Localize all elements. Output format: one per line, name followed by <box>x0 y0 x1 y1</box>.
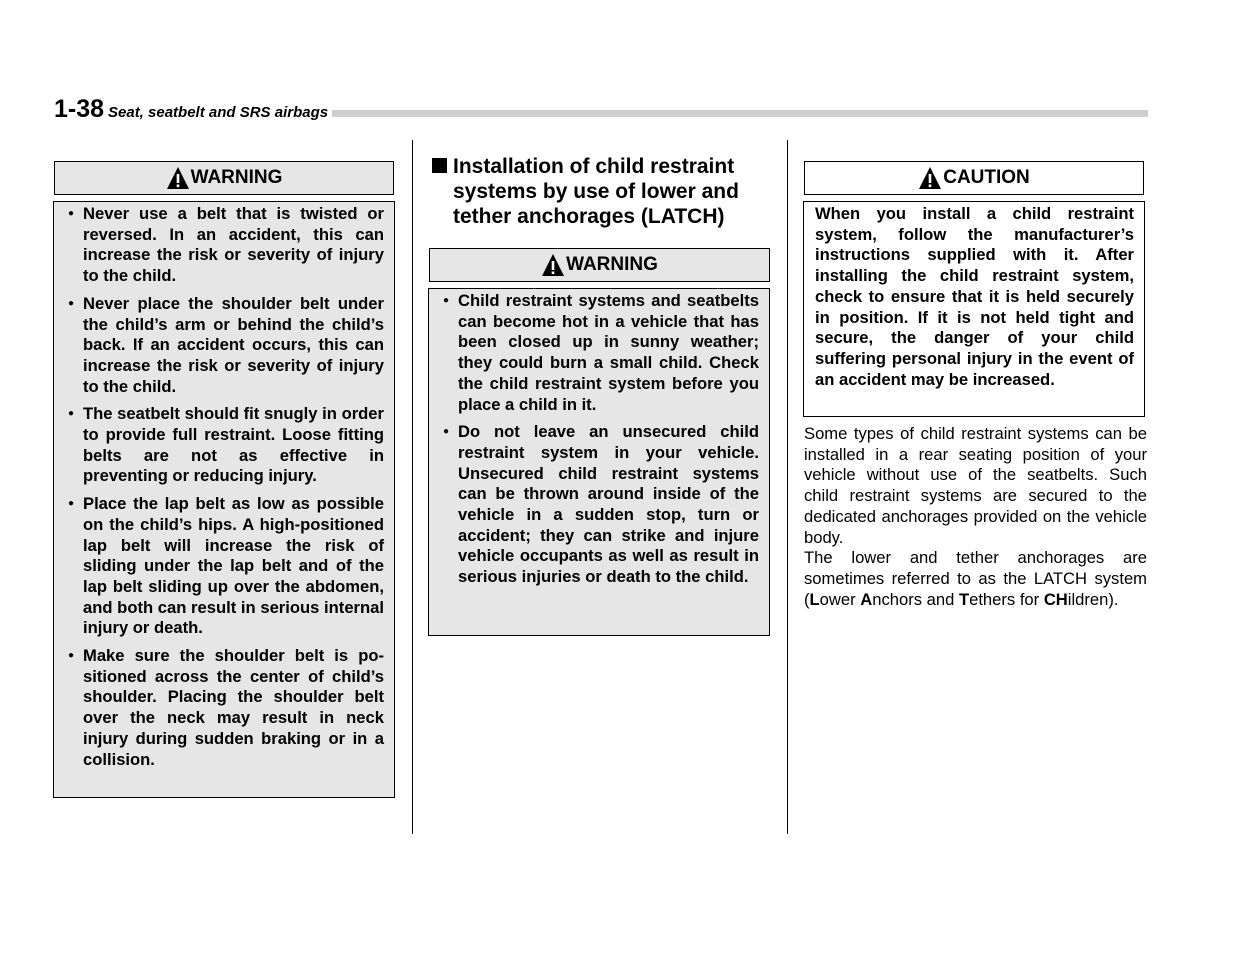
body-text <box>804 424 1147 610</box>
warning-notice-left <box>53 201 395 798</box>
section-title: Seat, seatbelt and SRS airbags <box>108 104 332 122</box>
caution-label-box <box>804 161 1144 195</box>
black-square-icon <box>432 158 447 173</box>
list-item: ● Make sure the shoulder belt is positioned across the center of child’s shoulder. Placing the shoulder belt over the neck may result in neck injury during sudden braking or in a collision. <box>64 646 384 770</box>
warning-triangle-icon <box>918 166 942 190</box>
heading-text: Installation of child restraint systems by use of lower and tether anchorages (LATCH) <box>453 155 739 228</box>
text-run: ethers for <box>969 589 1044 609</box>
list-item: ● Place the lap belt as low as possible on the child’s hips. A high-positioned lap belt will increase the risk of sliding under the lap belt and of the lap belt sliding up over the abdomen, and both can result in serious internal injury or death. <box>64 494 384 639</box>
acronym-letter: CH <box>1043 589 1068 609</box>
list-item: ● Never place the shoulder belt under the child’s arm or behind the child’s back. If an accident occurs, this can increase the risk or severity of injury to the child. <box>64 294 384 398</box>
list-item: ● Never use a belt that is twisted or reversed. In an accident, this can increase the risk or severity of injury to the child. <box>64 204 384 287</box>
list-item: ● Do not leave an unsecured child restraint system in your vehicle. Unsecured child restraint systems can be thrown around inside of the vehicle in a sudden stop, turn or accident; they can strike and injure vehicle occupants as well as result in serious injuries or death to the child. <box>439 422 759 588</box>
warning-label-box <box>54 161 394 195</box>
body-paragraph: Some types of child restraint systems can be installed in a rear seating position of your vehicle without use of the seatbelts. Such child restraint systems are secured to the dedicated anchorages provided on the vehicle body. <box>804 424 1147 547</box>
column-divider-right <box>787 140 788 834</box>
text-run: ildren). <box>1067 589 1119 609</box>
caution-text: When you install a child restraint system, follow the manufacturer’s instructions supplied with it. After installing the child restraint system, check to ensure that it is held securely in position. If it is not held tight and secure, the danger of your child suffering personal injury in the event of an accident may be increased. <box>815 204 1134 389</box>
warning-label-box <box>429 248 770 282</box>
warning-list <box>429 289 769 599</box>
acronym-letter: L <box>809 589 820 609</box>
text-run: ower <box>819 589 861 609</box>
list-item: ● Child restraint systems and seatbelts can become hot in a vehicle that has been closed up in sunny weather; they could burn a small child. Check the child restraint system before you place a child in it. <box>439 291 759 415</box>
warning-list <box>54 202 394 781</box>
list-item: ● The seatbelt should fit snugly in order to provide full restraint. Loose fitting belts are not as effective in preventing or reducing injury. <box>64 404 384 487</box>
warning-triangle-icon <box>541 253 565 277</box>
page-number: 1-38 <box>54 96 110 122</box>
text-run: nchors and <box>872 589 959 609</box>
warning-notice-middle <box>428 288 770 636</box>
body-paragraph <box>804 548 1147 610</box>
text-run: The lower and tether anchorages are sometimes referred to as the LATCH system ( <box>804 548 1147 609</box>
caution-label: CAUTION <box>943 167 1030 188</box>
section-heading <box>432 154 772 229</box>
warning-triangle-icon <box>166 166 190 190</box>
column-divider-left <box>412 140 413 834</box>
acronym-letter: T <box>958 589 970 609</box>
page-header <box>54 96 1148 122</box>
warning-label: WARNING <box>190 167 283 188</box>
caution-notice <box>803 201 1145 417</box>
acronym-letter: A <box>860 589 873 609</box>
warning-label: WARNING <box>566 254 658 275</box>
